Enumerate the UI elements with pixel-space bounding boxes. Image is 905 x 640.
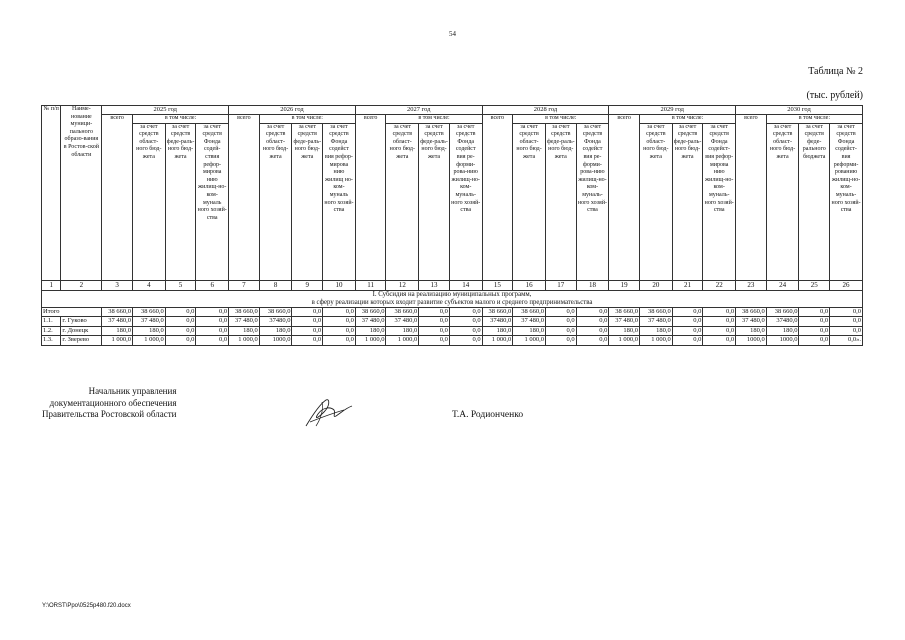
column-number: 16 — [513, 280, 546, 290]
table-cell: 0,0 — [292, 336, 323, 346]
header-municipality: Наиме-нование муници-пального образо-вания в Ростов-ской области — [61, 106, 102, 281]
header-source: за счет средств Фонда содей-ствия рефор-мирова нию жилищ-но-ком-муналь ного хозяй-ства — [196, 123, 229, 280]
table-cell: 0,0 — [165, 317, 196, 327]
section-title-row — [42, 290, 863, 307]
table-cell: 0,0 — [703, 336, 736, 346]
header-source: за счет средств Фонда содейст-вия реформи-рованию жилищ-но-ком-муналь-ного хозяй-ства — [830, 123, 863, 280]
column-number: 19 — [609, 280, 640, 290]
column-number: 20 — [639, 280, 672, 290]
column-number: 4 — [132, 280, 165, 290]
table-cell: 1 000,0 — [386, 336, 419, 346]
column-number: 15 — [482, 280, 513, 290]
table-cell: 0,0 — [545, 317, 576, 327]
table-cell: 1 000,0 — [132, 336, 165, 346]
column-number: 24 — [766, 280, 799, 290]
header-year: 2030 год — [736, 106, 863, 115]
table-cell: 1 000,0 — [482, 336, 513, 346]
column-number: 6 — [196, 280, 229, 290]
table-cell: 180,0 — [229, 326, 260, 336]
row-number: 1.2. — [42, 326, 61, 336]
header-source: за счет средств Фонда содейст вия ре-форми-рова-нию жилищ-но-ком-муналь-ного хозяй-ства — [576, 123, 609, 280]
header-source: за счет средств феде-раль-ного бюд-жета — [545, 123, 576, 280]
table-cell: 37480,0 — [766, 317, 799, 327]
row-municipality: г. Донецк — [61, 326, 102, 336]
table-cell: 0,0 — [799, 307, 830, 317]
signature-position-line3: Правительства Ростовской области — [42, 409, 177, 419]
row-municipality: г. Зверево — [61, 336, 102, 346]
table-cell: 0,0 — [576, 326, 609, 336]
table-cell: 180,0 — [609, 326, 640, 336]
table-cell: 0,0 — [830, 307, 863, 317]
header-source: за счет средств Фонда содейст вия ре-форми-рова-нию жилищ-но-ком-муналь-ного хозяй-ства — [449, 123, 482, 280]
row-number: 1.3. — [42, 336, 61, 346]
table-cell: 0,0 — [323, 336, 356, 346]
table-cell: 38 660,0 — [513, 307, 546, 317]
column-number: 14 — [449, 280, 482, 290]
signature-position-line2: документационного обеспечения — [49, 397, 177, 408]
table-cell: 0,0 — [799, 336, 830, 346]
table-cell: 0,0 — [830, 317, 863, 327]
table-cell: 38 660,0 — [355, 307, 386, 317]
table-cell: 0,0 — [323, 326, 356, 336]
table-cell: 0,0 — [419, 336, 450, 346]
table-cell: 38 660,0 — [386, 307, 419, 317]
table-cell: 0,0». — [830, 336, 863, 346]
table-cell: 1 000,0 — [229, 336, 260, 346]
table-cell: 1 000,0 — [639, 336, 672, 346]
table-body — [42, 280, 863, 345]
header-source: за счет средств Фонда содейст-вия рефор-мирова нию жилищ-но-ком-муналь-ного хозяй-ства — [703, 123, 736, 280]
table-cell: 180,0 — [639, 326, 672, 336]
table-cell: 1 000,0 — [102, 336, 133, 346]
column-number: 17 — [545, 280, 576, 290]
column-number: 1 — [42, 280, 61, 290]
units-label: (тыс. рублей) — [806, 90, 863, 101]
table-cell: 0,0 — [672, 307, 703, 317]
table-cell: 0,0 — [545, 336, 576, 346]
row-number: 1.1. — [42, 317, 61, 327]
table-cell: 37 480,0 — [639, 317, 672, 327]
column-number: 21 — [672, 280, 703, 290]
table-cell: 0,0 — [449, 307, 482, 317]
table-row — [42, 317, 863, 327]
column-number-row — [42, 280, 863, 290]
table-row — [42, 307, 863, 317]
header-source: за счет средств феде-раль-ного бюд-жета — [292, 123, 323, 280]
header-including: в том числе: — [259, 115, 355, 124]
table-cell: 38 660,0 — [736, 307, 767, 317]
table-cell: 37 480,0 — [355, 317, 386, 327]
header-source: за счет средств област-ного бюд-жета — [513, 123, 546, 280]
table-cell: 0,0 — [196, 336, 229, 346]
table-cell: 0,0 — [165, 307, 196, 317]
header-source: за счет средств област-ного бюд-жета — [639, 123, 672, 280]
table-cell: 37 480,0 — [386, 317, 419, 327]
table-cell: 180,0 — [386, 326, 419, 336]
table-cell: 0,0 — [576, 307, 609, 317]
signature-block — [42, 386, 176, 421]
table-cell: 180,0 — [102, 326, 133, 336]
table-cell: 0,0 — [799, 326, 830, 336]
table-cell: 180,0 — [736, 326, 767, 336]
file-path: Y:\ORST\Ppo\0525p480.f20.docx — [42, 603, 131, 609]
header-source: за счет средств феде-рального бюджета — [799, 123, 830, 280]
column-number: 10 — [323, 280, 356, 290]
table-cell: 38 660,0 — [766, 307, 799, 317]
table-cell: 180,0 — [259, 326, 292, 336]
column-number: 5 — [165, 280, 196, 290]
table-cell: 1000,0 — [259, 336, 292, 346]
header-including: в том числе: — [513, 115, 609, 124]
table-cell: 0,0 — [323, 307, 356, 317]
header-total: всего — [609, 115, 640, 281]
table-cell: 0,0 — [703, 307, 736, 317]
table-cell: 0,0 — [545, 307, 576, 317]
table-cell: 1 000,0 — [355, 336, 386, 346]
table-cell: 0,0 — [419, 326, 450, 336]
table-cell: 0,0 — [292, 307, 323, 317]
signatory-name: Т.А. Родионченко — [452, 410, 524, 420]
table-cell: 180,0 — [513, 326, 546, 336]
table-cell: 38 660,0 — [259, 307, 292, 317]
table-cell: 1000,0 — [766, 336, 799, 346]
header-source: за счет средств област-ного бюд-жета — [386, 123, 419, 280]
header-row-total — [42, 115, 863, 124]
header-including: в том числе: — [132, 115, 228, 124]
table-cell: 37 480,0 — [609, 317, 640, 327]
header-total: всего — [102, 115, 133, 281]
header-including: в том числе: — [386, 115, 482, 124]
table-cell: 37 480,0 — [132, 317, 165, 327]
table-cell: 0,0 — [830, 326, 863, 336]
table-cell: 37480,0 — [482, 317, 513, 327]
table-cell: 0,0 — [419, 317, 450, 327]
row-municipality: г. Гуково — [61, 317, 102, 327]
table-cell: 0,0 — [703, 326, 736, 336]
table-cell: 0,0 — [292, 317, 323, 327]
table-cell: 1 000,0 — [609, 336, 640, 346]
table-cell: 1 000,0 — [513, 336, 546, 346]
header-year: 2028 год — [482, 106, 609, 115]
header-total: всего — [229, 115, 260, 281]
table-cell: 1000,0 — [736, 336, 767, 346]
table-cell: 0,0 — [672, 336, 703, 346]
column-number: 3 — [102, 280, 133, 290]
header-row-years — [42, 106, 863, 115]
table-label: Таблица № 2 — [808, 66, 863, 77]
table-cell: 0,0 — [799, 317, 830, 327]
header-source: за счет средств област-ного бюд-жета — [259, 123, 292, 280]
header-source: за счет средств феде-раль-ного бюд-жета — [672, 123, 703, 280]
table-cell: 38 660,0 — [609, 307, 640, 317]
section-title-line1: I. Субсидия на реализацию муниципальных программ, — [372, 290, 532, 298]
column-number: 8 — [259, 280, 292, 290]
header-total: всего — [736, 115, 767, 281]
column-number: 26 — [830, 280, 863, 290]
column-number: 25 — [799, 280, 830, 290]
table-cell: 37 480,0 — [102, 317, 133, 327]
table-cell: 0,0 — [165, 336, 196, 346]
table-cell: 37 480,0 — [229, 317, 260, 327]
table-cell: 37 480,0 — [736, 317, 767, 327]
table-cell: 0,0 — [165, 326, 196, 336]
table-cell: 180,0 — [766, 326, 799, 336]
signature-position-line1: Начальник управления — [88, 386, 177, 396]
table-cell: 37 480,0 — [513, 317, 546, 327]
header-source: за счет средств феде-раль-ного бюд-жета — [165, 123, 196, 280]
table-cell: 180,0 — [482, 326, 513, 336]
table-cell: 0,0 — [545, 326, 576, 336]
table-header — [42, 106, 863, 281]
table-cell: 38 660,0 — [482, 307, 513, 317]
subsidy-table — [41, 105, 863, 346]
header-year: 2029 год — [609, 106, 736, 115]
column-number: 22 — [703, 280, 736, 290]
table-cell: 0,0 — [449, 326, 482, 336]
table-cell: 0,0 — [419, 307, 450, 317]
column-number: 11 — [355, 280, 386, 290]
column-number: 13 — [419, 280, 450, 290]
table-cell: 0,0 — [576, 317, 609, 327]
table-cell: 0,0 — [292, 326, 323, 336]
table-cell: 37480,0 — [259, 317, 292, 327]
section-title — [42, 290, 863, 307]
header-total: всего — [355, 115, 386, 281]
table-row — [42, 336, 863, 346]
table-cell: 0,0 — [703, 317, 736, 327]
header-source: за счет средств феде-раль-ного бюд-жета — [419, 123, 450, 280]
header-including: в том числе: — [766, 115, 862, 124]
section-title-line2: в сферу реализации которых входит развитие субъектов малого и среднего предпринимательства — [311, 298, 593, 306]
table-cell: 0,0 — [672, 317, 703, 327]
row-label: Итого — [42, 307, 102, 317]
table-cell: 0,0 — [196, 317, 229, 327]
column-number: 12 — [386, 280, 419, 290]
header-source: за счет средств Фонда содейст вия рефор-мирова нию жилищ но-ком-муналь ного хозяй-ства — [323, 123, 356, 280]
column-number: 7 — [229, 280, 260, 290]
table-cell: 38 660,0 — [639, 307, 672, 317]
table-cell: 38 660,0 — [102, 307, 133, 317]
column-number: 23 — [736, 280, 767, 290]
header-number: № п/п — [42, 106, 61, 281]
page-number: 54 — [449, 30, 456, 38]
header-year: 2026 год — [229, 106, 356, 115]
table-cell: 38 660,0 — [132, 307, 165, 317]
column-number: 9 — [292, 280, 323, 290]
table-cell: 0,0 — [196, 326, 229, 336]
column-number: 2 — [61, 280, 102, 290]
table-cell: 180,0 — [355, 326, 386, 336]
table-cell: 38 660,0 — [229, 307, 260, 317]
header-source: за счет средств област-ного бюд-жета — [132, 123, 165, 280]
table-cell: 0,0 — [576, 336, 609, 346]
header-year: 2027 год — [355, 106, 482, 115]
table-cell: 180,0 — [132, 326, 165, 336]
column-number: 18 — [576, 280, 609, 290]
header-year: 2025 год — [102, 106, 229, 115]
handwritten-signature — [300, 396, 356, 430]
table-cell: 0,0 — [323, 317, 356, 327]
header-including: в том числе: — [639, 115, 735, 124]
table-row — [42, 326, 863, 336]
table-cell: 0,0 — [449, 336, 482, 346]
header-source: за счет средств област-ного бюд-жета — [766, 123, 799, 280]
header-total: всего — [482, 115, 513, 281]
table-cell: 0,0 — [196, 307, 229, 317]
table-cell: 0,0 — [672, 326, 703, 336]
table-cell: 0,0 — [449, 317, 482, 327]
